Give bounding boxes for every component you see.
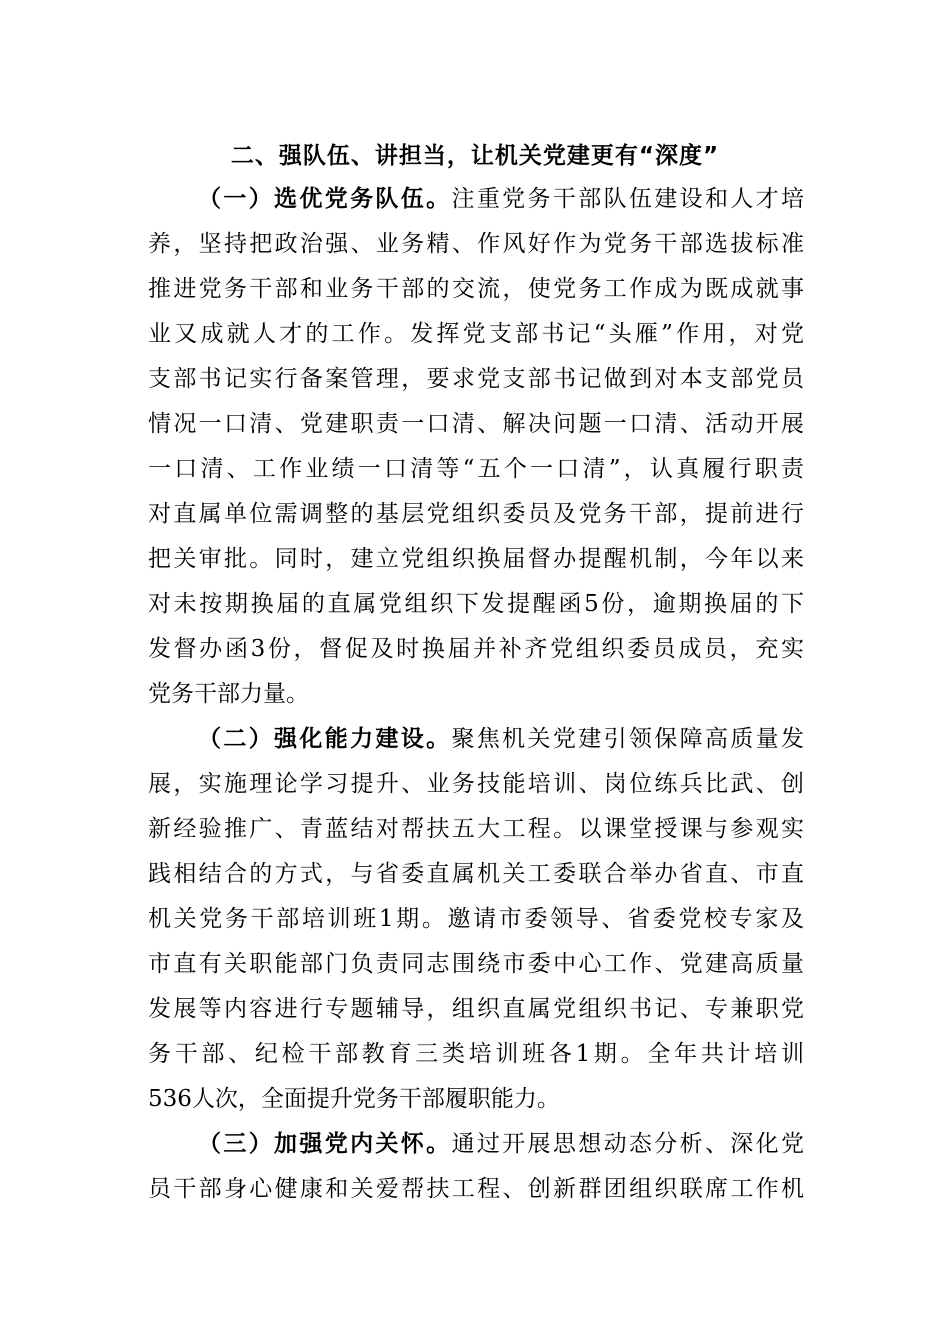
- paragraph-1-line-8: 对直属单位需调整的基层党组织委员及党务干部，提前进行: [148, 501, 804, 527]
- paragraph-1-line-11: 发督办函3份，督促及时换届并补齐党组织委员成员，充实: [148, 636, 804, 662]
- paragraph-1-line-3: 推进党务干部和业务干部的交流，使党务工作成为既成就事: [148, 276, 804, 302]
- paragraph-1-line-6: 情况一口清、党建职责一口清、解决问题一口清、活动开展: [148, 411, 804, 437]
- paragraph-2-line-2: 展，实施理论学习提升、业务技能培训、岗位练兵比武、创: [148, 771, 804, 797]
- paragraph-2-line-6: 市直有关职能部门负责同志围绕市委中心工作、党建高质量: [148, 951, 804, 977]
- paragraph-2-line-7: 发展等内容进行专题辅导，组织直属党组织书记、专兼职党: [148, 996, 804, 1022]
- paragraph-1-line-12: 党务干部力量。: [148, 681, 309, 707]
- paragraph-2-line-9: 536人次，全面提升党务干部履职能力。: [148, 1086, 560, 1112]
- paragraph-3-lead: （三）加强党内关怀。: [198, 1131, 452, 1157]
- paragraph-2-line-4: 践相结合的方式，与省委直属机关工委联合举办省直、市直: [148, 861, 804, 887]
- paragraph-2-text: 聚焦机关党建引领保障高质量发: [451, 726, 805, 752]
- paragraph-3-line-2: 员干部身心健康和关爱帮扶工程、创新群团组织联席工作机: [148, 1176, 804, 1202]
- paragraph-1-line-2: 养，坚持把政治强、业务精、作风好作为党务干部选拔标准: [148, 231, 804, 257]
- paragraph-2-line-1: [198, 717, 804, 761]
- paragraph-1-line-5: 支部书记实行备案管理，要求党支部书记做到对本支部党员: [148, 366, 804, 392]
- paragraph-2-line-3: 新经验推广、青蓝结对帮扶五大工程。以课堂授课与参观实: [148, 816, 804, 842]
- paragraph-1-lead: （一）选优党务队伍。: [198, 186, 452, 212]
- section-heading: 二、强队伍、讲担当，让机关党建更有“深度”: [230, 143, 720, 169]
- paragraph-3-line-1: [198, 1122, 804, 1166]
- paragraph-1-line-10: 对未按期换届的直属党组织下发提醒函5份，逾期换届的下: [148, 591, 804, 617]
- paragraph-2-line-8: 务干部、纪检干部教育三类培训班各1期。全年共计培训: [148, 1041, 804, 1067]
- paragraph-1-line-4: 业又成就人才的工作。发挥党支部书记“头雁”作用，对党: [148, 321, 804, 347]
- paragraph-2-line-5: 机关党务干部培训班1期。邀请市委领导、省委党校专家及: [148, 906, 804, 932]
- paragraph-2-lead: （二）强化能力建设。: [198, 726, 452, 752]
- paragraph-1-line-1: [198, 177, 804, 221]
- paragraph-3-text: 通过开展思想动态分析、深化党: [451, 1131, 805, 1157]
- paragraph-1-line-9: 把关审批。同时，建立党组织换届督办提醒机制，今年以来: [148, 546, 804, 572]
- paragraph-1-text: 注重党务干部队伍建设和人才培: [451, 186, 805, 212]
- paragraph-1-line-7: 一口清、工作业绩一口清等“五个一口清”，认真履行职责: [148, 456, 804, 482]
